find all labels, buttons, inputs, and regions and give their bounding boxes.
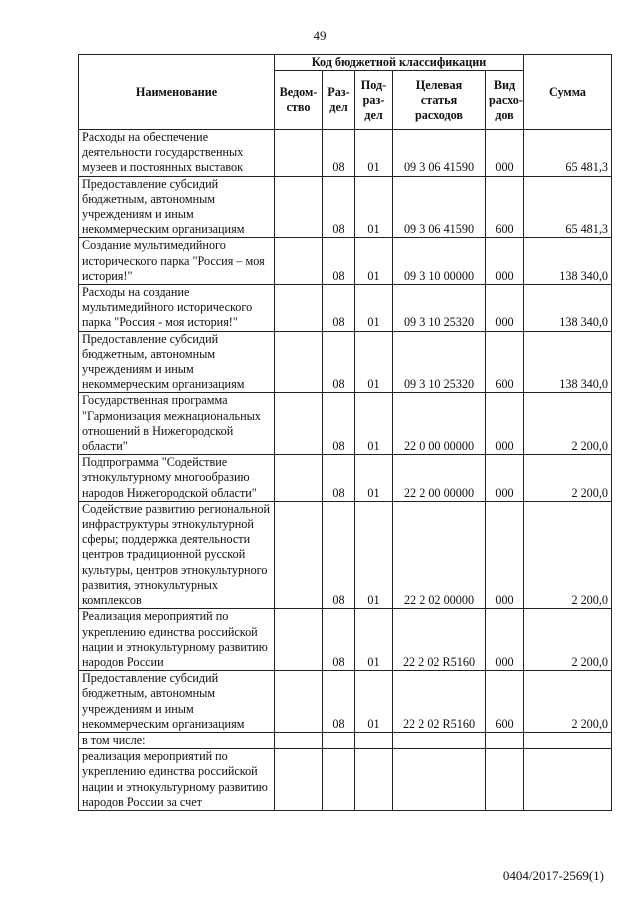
header-target: Целевая статья расходов xyxy=(393,71,486,130)
row-name: в том числе: xyxy=(79,732,275,748)
row-expense-type: 000 xyxy=(486,501,524,608)
row-subsection: 01 xyxy=(355,176,393,238)
row-expense-type: 000 xyxy=(486,238,524,285)
row-expense-type: 000 xyxy=(486,130,524,177)
table-row xyxy=(79,671,612,733)
row-subsection: 01 xyxy=(355,609,393,671)
row-subsection: 01 xyxy=(355,455,393,502)
table-row xyxy=(79,749,612,811)
row-subsection: 01 xyxy=(355,285,393,332)
row-name: Подпрограмма "Содействие этнокультурному многообразию народов Нижегородской области" xyxy=(79,455,275,502)
row-expense-type: 600 xyxy=(486,176,524,238)
row-sum: 2 200,0 xyxy=(524,501,612,608)
row-expense-type: 000 xyxy=(486,455,524,502)
row-name: Государственная программа "Гармонизация межнациональных отношений в Нижегородской области" xyxy=(79,393,275,455)
row-subsection: 01 xyxy=(355,501,393,608)
row-target: 22 2 00 00000 xyxy=(393,455,486,502)
row-department xyxy=(275,732,323,748)
row-subsection: 01 xyxy=(355,671,393,733)
row-expense-type: 600 xyxy=(486,331,524,393)
row-target xyxy=(393,732,486,748)
row-sum: 2 200,0 xyxy=(524,393,612,455)
row-target: 09 3 10 00000 xyxy=(393,238,486,285)
row-name: Предоставление субсидий бюджетным, автономным учреждениям и иным некоммерческим организациям xyxy=(79,176,275,238)
row-department xyxy=(275,130,323,177)
row-department xyxy=(275,238,323,285)
row-name: Создание мультимедийного исторического парка "Россия – моя история!" xyxy=(79,238,275,285)
row-department xyxy=(275,671,323,733)
row-department xyxy=(275,393,323,455)
table-row xyxy=(79,732,612,748)
table-row xyxy=(79,331,612,393)
table-row xyxy=(79,176,612,238)
header-subsection: Под- раз- дел xyxy=(355,71,393,130)
row-section: 08 xyxy=(323,501,355,608)
row-subsection: 01 xyxy=(355,331,393,393)
table-row xyxy=(79,609,612,671)
row-department xyxy=(275,455,323,502)
row-name: Реализация мероприятий по укреплению единства российской нации и этнокультурному развитию народов России xyxy=(79,609,275,671)
row-target: 09 3 06 41590 xyxy=(393,176,486,238)
header-name: Наименование xyxy=(79,55,275,130)
row-sum: 138 340,0 xyxy=(524,285,612,332)
row-sum: 65 481,3 xyxy=(524,176,612,238)
row-sum xyxy=(524,732,612,748)
row-target: 22 0 00 00000 xyxy=(393,393,486,455)
row-section xyxy=(323,732,355,748)
row-section xyxy=(323,749,355,811)
table-body xyxy=(79,130,612,811)
row-section: 08 xyxy=(323,609,355,671)
header-classification-code: Код бюджетной классификации xyxy=(275,55,524,71)
row-section: 08 xyxy=(323,285,355,332)
row-department xyxy=(275,331,323,393)
row-sum: 65 481,3 xyxy=(524,130,612,177)
row-target: 09 3 10 25320 xyxy=(393,331,486,393)
row-department xyxy=(275,285,323,332)
row-subsection xyxy=(355,749,393,811)
page-number: 49 xyxy=(313,28,327,43)
row-subsection: 01 xyxy=(355,393,393,455)
row-department xyxy=(275,176,323,238)
header-expense-type: Вид расхо- дов xyxy=(486,71,524,130)
row-section: 08 xyxy=(323,238,355,285)
row-section: 08 xyxy=(323,331,355,393)
row-section: 08 xyxy=(323,671,355,733)
row-target xyxy=(393,749,486,811)
row-expense-type xyxy=(486,749,524,811)
row-expense-type: 600 xyxy=(486,671,524,733)
row-target: 22 2 02 R5160 xyxy=(393,609,486,671)
row-expense-type xyxy=(486,732,524,748)
row-sum: 138 340,0 xyxy=(524,331,612,393)
row-department xyxy=(275,501,323,608)
row-expense-type: 000 xyxy=(486,393,524,455)
table-row xyxy=(79,238,612,285)
row-sum: 138 340,0 xyxy=(524,238,612,285)
budget-table xyxy=(78,54,612,811)
row-name: Предоставление субсидий бюджетным, автономным учреждениям и иным некоммерческим организациям xyxy=(79,331,275,393)
row-target: 09 3 10 25320 xyxy=(393,285,486,332)
row-sum xyxy=(524,749,612,811)
table-row xyxy=(79,501,612,608)
row-section: 08 xyxy=(323,130,355,177)
row-sum: 2 200,0 xyxy=(524,455,612,502)
row-name: Предоставление субсидий бюджетным, автономным учреждениям и иным некоммерческим организациям xyxy=(79,671,275,733)
row-section: 08 xyxy=(323,176,355,238)
row-name: Расходы на обеспечение деятельности государственных музеев и постоянных выставок xyxy=(79,130,275,177)
row-sum: 2 200,0 xyxy=(524,609,612,671)
row-section: 08 xyxy=(323,455,355,502)
row-target: 22 2 02 R5160 xyxy=(393,671,486,733)
table-row xyxy=(79,285,612,332)
document-code: 0404/2017-2569(1) xyxy=(502,868,604,883)
header-department: Ведом- ство xyxy=(275,71,323,130)
row-subsection: 01 xyxy=(355,238,393,285)
row-department xyxy=(275,749,323,811)
header-sum: Сумма xyxy=(524,55,612,130)
row-target: 22 2 02 00000 xyxy=(393,501,486,608)
table-row xyxy=(79,455,612,502)
row-name: Содействие развитию региональной инфраструктуры этнокультурной сферы; поддержка деятельности центров традиционной русской культуры, центров этнокультурного развития, этнокультурных комплексов xyxy=(79,501,275,608)
row-subsection xyxy=(355,732,393,748)
row-department xyxy=(275,609,323,671)
row-subsection: 01 xyxy=(355,130,393,177)
table-row xyxy=(79,393,612,455)
row-name: Расходы на создание мультимедийного исторического парка "Россия - моя история!" xyxy=(79,285,275,332)
row-name: реализация мероприятий по укреплению единства российской нации и этнокультурному развитию народов России за счет xyxy=(79,749,275,811)
table-row xyxy=(79,130,612,177)
row-expense-type: 000 xyxy=(486,609,524,671)
header-section: Раз- дел xyxy=(323,71,355,130)
row-target: 09 3 06 41590 xyxy=(393,130,486,177)
row-section: 08 xyxy=(323,393,355,455)
row-sum: 2 200,0 xyxy=(524,671,612,733)
row-expense-type: 000 xyxy=(486,285,524,332)
